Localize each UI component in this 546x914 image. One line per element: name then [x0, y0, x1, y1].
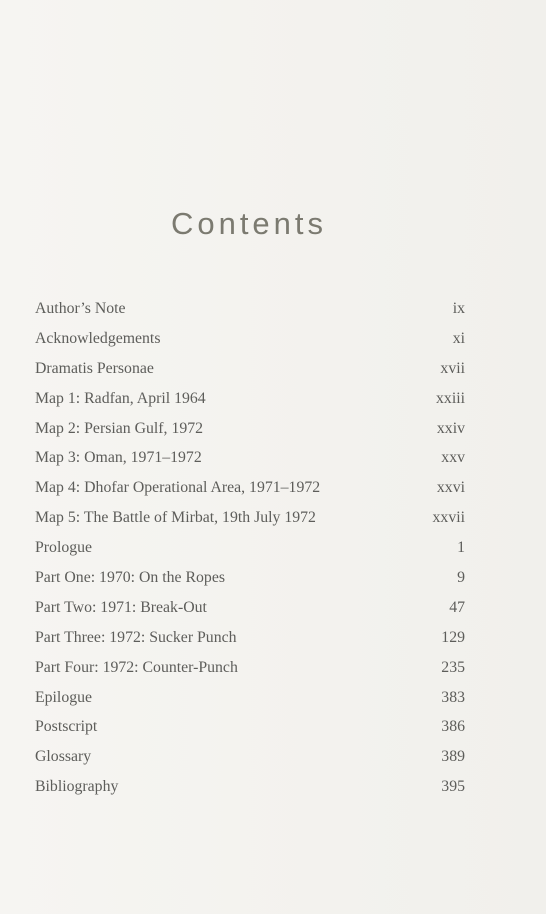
- toc-entry-title: Author’s Note: [35, 300, 126, 317]
- toc-entry-title: Prologue: [35, 539, 93, 557]
- toc-entry-title: Part Four: 1972: Counter-Punch: [35, 658, 238, 676]
- toc-entry-page: 129: [441, 628, 465, 646]
- toc-entry-page: ix: [452, 300, 465, 317]
- toc-entry: [35, 742, 465, 772]
- toc-entry-title: Map 2: Persian Gulf, 1972: [35, 419, 204, 437]
- toc-entry-title: Map 1: Radfan, April 1964: [35, 389, 206, 407]
- toc-entry: [35, 623, 465, 653]
- toc-entry: [35, 683, 465, 713]
- toc-entry-title: Map 3: Oman, 1971–1972: [35, 449, 202, 467]
- toc-entry-title: Bibliography: [35, 778, 119, 796]
- toc-entry-page: xxvii: [432, 509, 465, 527]
- toc-entry-title: Part Two: 1971: Break-Out: [35, 598, 207, 616]
- toc-entry-title: Map 5: The Battle of Mirbat, 19th July 1972: [35, 509, 316, 527]
- toc-entry-title: Part One: 1970: On the Ropes: [35, 569, 225, 587]
- toc-entry: [35, 772, 465, 802]
- toc-entry: [35, 443, 465, 473]
- toc-entry-title: Map 4: Dhofar Operational Area, 1971–1972: [35, 479, 321, 497]
- page-title: Contents: [170, 206, 328, 241]
- toc-entry-page: 389: [441, 748, 465, 766]
- toc-entry-page: 1: [457, 539, 465, 557]
- toc-entry-page: 235: [441, 658, 465, 676]
- toc-entry-page: 383: [441, 688, 465, 706]
- toc-entry-page: 395: [441, 778, 465, 796]
- toc-entry: [35, 533, 465, 563]
- toc-entry-page: xvii: [440, 359, 465, 377]
- toc-entry-title: Acknowledgements: [35, 329, 161, 347]
- table-of-contents: [35, 294, 465, 802]
- toc-entry-page: xxvi: [436, 479, 465, 497]
- toc-entry: [35, 503, 465, 533]
- toc-entry: [35, 414, 465, 444]
- toc-entry: [35, 563, 465, 593]
- toc-entry: [35, 712, 465, 742]
- toc-entry-page: 386: [441, 718, 465, 736]
- toc-entry: [35, 473, 465, 503]
- toc-entry: [35, 384, 465, 414]
- toc-entry: [35, 653, 465, 683]
- toc-entry-title: Part Three: 1972: Sucker Punch: [35, 628, 237, 646]
- toc-entry-page: 9: [457, 569, 465, 587]
- toc-entry-page: 47: [449, 598, 465, 616]
- toc-entry: [35, 324, 465, 354]
- toc-entry: [35, 294, 465, 324]
- toc-entry-title: Epilogue: [35, 688, 93, 706]
- toc-entry-page: xxiii: [436, 389, 465, 407]
- toc-entry-page: xi: [452, 329, 465, 347]
- toc-entry-title: Postscript: [35, 718, 98, 736]
- toc-entry-page: xxiv: [436, 419, 465, 437]
- toc-entry-page: xxv: [441, 449, 465, 467]
- toc-entry: [35, 354, 465, 384]
- toc-entry-title: Glossary: [35, 748, 92, 766]
- toc-entry: [35, 593, 465, 623]
- toc-entry-title: Dramatis Personae: [35, 359, 154, 377]
